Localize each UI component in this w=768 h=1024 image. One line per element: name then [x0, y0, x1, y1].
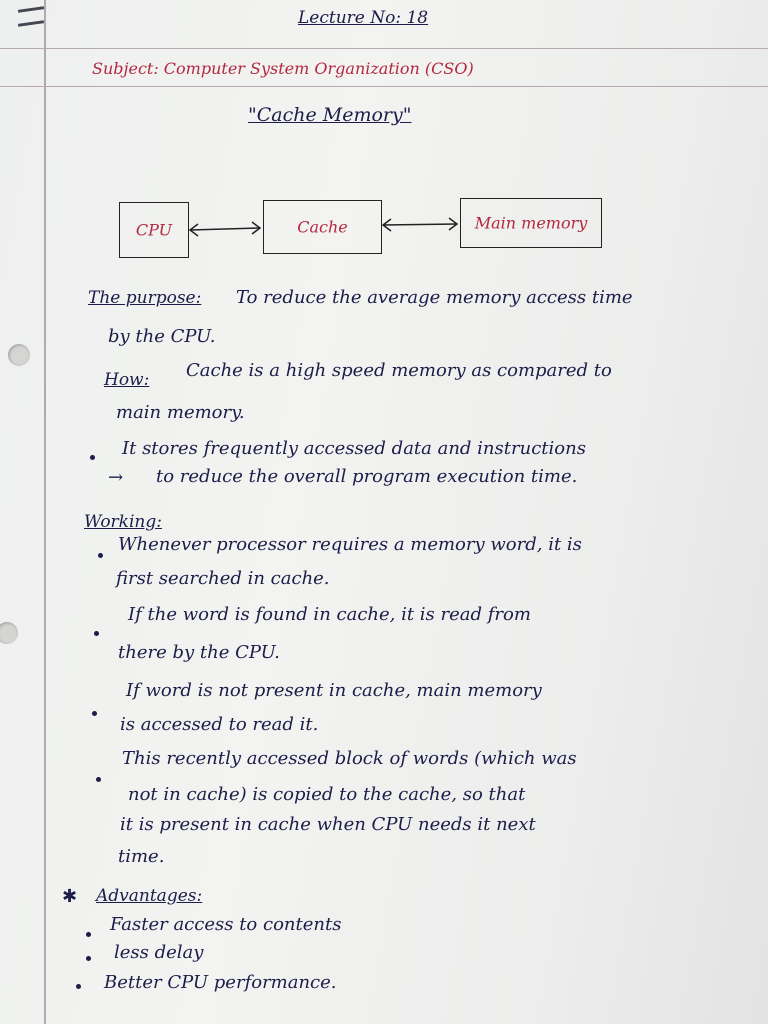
bullet: [86, 956, 91, 961]
lecture-number: Lecture No: 18: [298, 8, 429, 28]
page-title: "Cache Memory": [248, 104, 412, 126]
subject-line: Subject: Computer System Organization (CSO): [92, 59, 474, 78]
advantages-heading: Advantages:: [96, 886, 203, 906]
how-text-1: Cache is a high speed memory as compared to: [186, 360, 612, 381]
working-b2-l1: If the word is found in cache, it is read from: [128, 604, 531, 625]
purpose-text-2: by the CPU.: [108, 326, 216, 347]
star-icon: ✱: [62, 886, 78, 907]
how-heading: How:: [104, 370, 150, 390]
bullet: [90, 455, 95, 460]
bullet: [96, 777, 101, 782]
working-b4-l2: not in cache) is copied to the cache, so that: [128, 784, 526, 805]
working-b1-l2: first searched in cache.: [116, 568, 330, 589]
bullet: [98, 553, 103, 558]
bullet: [92, 711, 97, 716]
cpu-cache-arrow: [190, 228, 260, 230]
how-text-2: main memory.: [116, 402, 245, 423]
bullet: [86, 932, 91, 937]
how-bullet-text-1: It stores frequently accessed data and instructions: [122, 438, 586, 459]
main-memory-label: Main memory: [474, 213, 588, 233]
working-b2-l2: there by the CPU.: [118, 642, 280, 663]
advantage-item-3: Better CPU performance.: [104, 972, 337, 993]
working-b3-l2: is accessed to read it.: [120, 714, 319, 735]
working-heading: Working:: [84, 512, 162, 532]
cache-label: Cache: [297, 217, 348, 237]
purpose-text-1: To reduce the average memory access time: [236, 287, 633, 308]
advantage-item-2: less delay: [114, 942, 204, 963]
working-b3-l1: If word is not present in cache, main memory: [126, 680, 542, 701]
advantage-item-1: Faster access to contents: [110, 914, 342, 935]
working-b1-l1: Whenever processor requires a memory word, it is: [118, 534, 582, 555]
cpu-label: CPU: [135, 220, 173, 240]
cache-memory-arrow: [383, 224, 457, 225]
how-bullet-text-2: to reduce the overall program execution time.: [156, 466, 578, 487]
working-b4-l3: it is present in cache when CPU needs it next: [120, 814, 536, 835]
working-b4-l1: This recently accessed block of words (which was: [122, 748, 577, 769]
purpose-heading: The purpose:: [88, 288, 202, 308]
bullet: [94, 631, 99, 636]
arrow-glyph: →: [108, 467, 124, 488]
working-b4-l4: time.: [118, 846, 165, 867]
bullet: [76, 984, 81, 989]
